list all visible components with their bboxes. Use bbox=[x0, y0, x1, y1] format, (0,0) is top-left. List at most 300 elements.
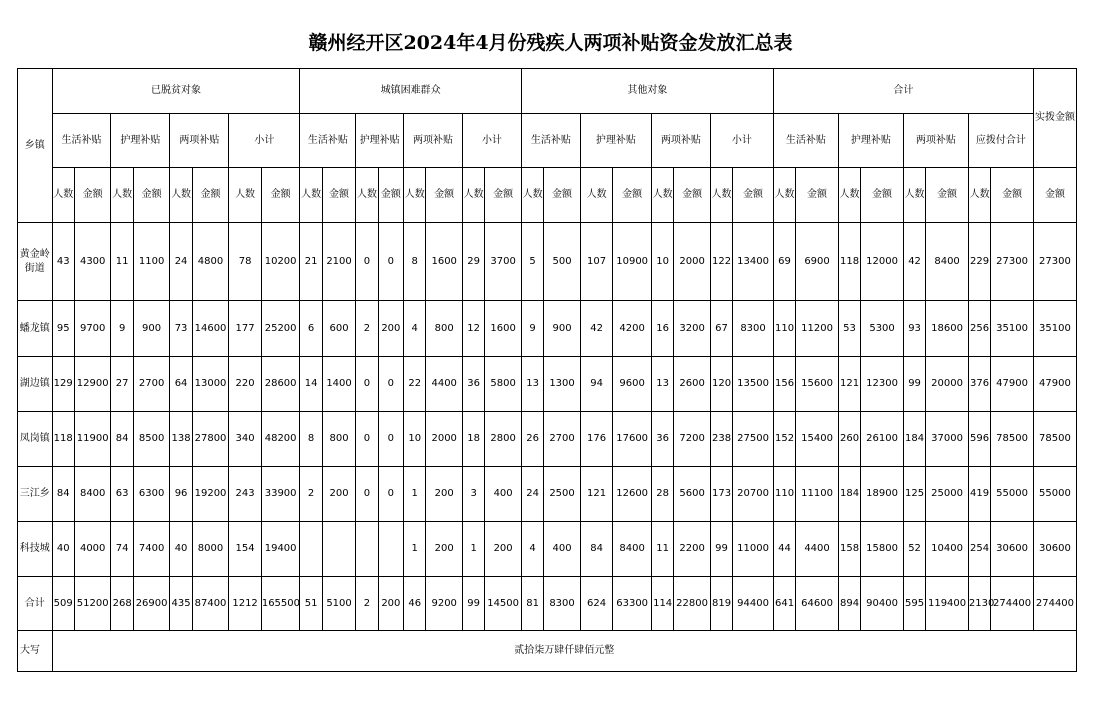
table-row bbox=[18, 223, 1077, 301]
total-cell: 46 bbox=[404, 577, 426, 631]
total-cell: 22800 bbox=[674, 577, 711, 631]
total-cell: 8300 bbox=[544, 577, 581, 631]
bigwrite-label: 大写 bbox=[18, 631, 53, 672]
table-cell: 30600 bbox=[1033, 522, 1076, 577]
table-cell: 3200 bbox=[674, 301, 711, 357]
table-cell: 256 bbox=[968, 301, 990, 357]
table-cell bbox=[356, 522, 378, 577]
table-cell: 5600 bbox=[674, 467, 711, 522]
header-amount: 金额 bbox=[861, 168, 904, 223]
table-cell: 0 bbox=[356, 412, 378, 467]
header-actual-amount: 实拨金额 bbox=[1033, 69, 1076, 168]
table-cell: 110 bbox=[773, 301, 795, 357]
table-cell: 14 bbox=[300, 357, 322, 412]
table-cell: 6 bbox=[300, 301, 322, 357]
table-cell: 200 bbox=[426, 467, 463, 522]
table-cell: 2000 bbox=[674, 223, 711, 301]
total-row bbox=[18, 577, 1077, 631]
total-cell: 2130 bbox=[968, 577, 990, 631]
total-cell: 200 bbox=[378, 577, 403, 631]
total-cell: 624 bbox=[580, 577, 613, 631]
header-people: 人数 bbox=[903, 168, 925, 223]
header-subtotal: 小计 bbox=[462, 114, 521, 168]
table-cell: 12300 bbox=[861, 357, 904, 412]
table-cell: 1400 bbox=[322, 357, 356, 412]
table-cell: 419 bbox=[968, 467, 990, 522]
table-cell: 0 bbox=[356, 467, 378, 522]
table-cell: 37000 bbox=[926, 412, 969, 467]
header-amount: 金额 bbox=[378, 168, 403, 223]
table-cell: 18600 bbox=[926, 301, 969, 357]
total-cell: 51 bbox=[300, 577, 322, 631]
table-cell: 10200 bbox=[261, 223, 300, 301]
table-cell: 3 bbox=[462, 467, 484, 522]
table-cell: 11 bbox=[111, 223, 133, 301]
table-cell: 8000 bbox=[192, 522, 229, 577]
table-cell: 4 bbox=[404, 301, 426, 357]
table-cell: 2000 bbox=[426, 412, 463, 467]
header-both: 两项补贴 bbox=[404, 114, 463, 168]
table-cell: 11100 bbox=[796, 467, 839, 522]
table-cell: 260 bbox=[838, 412, 860, 467]
table-cell: 28 bbox=[651, 467, 673, 522]
township-name: 科技城 bbox=[18, 522, 53, 577]
total-cell: 1212 bbox=[229, 577, 262, 631]
table-cell: 42 bbox=[580, 301, 613, 357]
header-people: 人数 bbox=[968, 168, 990, 223]
table-cell: 173 bbox=[710, 467, 732, 522]
table-cell: 11200 bbox=[796, 301, 839, 357]
table-cell: 596 bbox=[968, 412, 990, 467]
table-cell: 176 bbox=[580, 412, 613, 467]
table-cell: 6900 bbox=[796, 223, 839, 301]
header-care: 护理补贴 bbox=[838, 114, 903, 168]
header-people: 人数 bbox=[300, 168, 322, 223]
header-people: 人数 bbox=[838, 168, 860, 223]
header-amount: 金额 bbox=[926, 168, 969, 223]
table-cell: 2200 bbox=[674, 522, 711, 577]
table-cell: 1 bbox=[462, 522, 484, 577]
table-cell: 2700 bbox=[133, 357, 170, 412]
total-label: 合计 bbox=[18, 577, 53, 631]
header-care: 护理补贴 bbox=[111, 114, 170, 168]
table-cell: 1100 bbox=[133, 223, 170, 301]
table-cell: 8400 bbox=[926, 223, 969, 301]
table-cell: 9 bbox=[111, 301, 133, 357]
table-cell: 12900 bbox=[74, 357, 111, 412]
table-cell: 15600 bbox=[796, 357, 839, 412]
header-people: 人数 bbox=[580, 168, 613, 223]
table-cell: 200 bbox=[322, 467, 356, 522]
table-cell: 600 bbox=[322, 301, 356, 357]
table-cell: 121 bbox=[580, 467, 613, 522]
header-amount: 金额 bbox=[485, 168, 522, 223]
table-cell: 8 bbox=[404, 223, 426, 301]
table-cell: 4400 bbox=[426, 357, 463, 412]
header-amount: 金额 bbox=[1033, 168, 1076, 223]
total-cell: 63300 bbox=[613, 577, 652, 631]
table-cell: 24 bbox=[521, 467, 543, 522]
table-cell: 8400 bbox=[74, 467, 111, 522]
table-cell: 14600 bbox=[192, 301, 229, 357]
total-cell: 9200 bbox=[426, 577, 463, 631]
table-cell: 78 bbox=[229, 223, 262, 301]
table-cell: 27800 bbox=[192, 412, 229, 467]
table-cell: 110 bbox=[773, 467, 795, 522]
table-cell: 28600 bbox=[261, 357, 300, 412]
total-cell: 99 bbox=[462, 577, 484, 631]
table-cell: 400 bbox=[485, 467, 522, 522]
table-cell: 40 bbox=[170, 522, 192, 577]
table-cell: 1600 bbox=[485, 301, 522, 357]
total-cell: 435 bbox=[170, 577, 192, 631]
header-amount: 金额 bbox=[991, 168, 1034, 223]
table-cell: 12000 bbox=[861, 223, 904, 301]
table-cell: 200 bbox=[485, 522, 522, 577]
table-cell: 22 bbox=[404, 357, 426, 412]
table-row bbox=[18, 357, 1077, 412]
table-cell: 4000 bbox=[74, 522, 111, 577]
table-cell: 73 bbox=[170, 301, 192, 357]
header-people: 人数 bbox=[404, 168, 426, 223]
table-cell: 10900 bbox=[613, 223, 652, 301]
table-cell: 36 bbox=[651, 412, 673, 467]
header-people: 人数 bbox=[229, 168, 262, 223]
total-cell: 274400 bbox=[1033, 577, 1076, 631]
total-cell: 595 bbox=[903, 577, 925, 631]
table-cell: 20000 bbox=[926, 357, 969, 412]
table-cell: 44 bbox=[773, 522, 795, 577]
header-subtotal: 小计 bbox=[229, 114, 300, 168]
table-cell: 118 bbox=[838, 223, 860, 301]
table-cell: 184 bbox=[838, 467, 860, 522]
header-people: 人数 bbox=[651, 168, 673, 223]
header-people: 人数 bbox=[111, 168, 133, 223]
table-cell: 376 bbox=[968, 357, 990, 412]
table-cell: 0 bbox=[378, 223, 403, 301]
header-both: 两项补贴 bbox=[903, 114, 968, 168]
table-cell: 4200 bbox=[613, 301, 652, 357]
table-cell: 18 bbox=[462, 412, 484, 467]
table-cell: 35100 bbox=[991, 301, 1034, 357]
table-cell: 64 bbox=[170, 357, 192, 412]
table-cell: 5300 bbox=[861, 301, 904, 357]
table-cell: 25200 bbox=[261, 301, 300, 357]
table-cell: 84 bbox=[111, 412, 133, 467]
table-cell bbox=[378, 522, 403, 577]
table-cell: 19200 bbox=[192, 467, 229, 522]
table-cell: 2800 bbox=[485, 412, 522, 467]
table-cell: 129 bbox=[52, 357, 74, 412]
table-cell: 2 bbox=[300, 467, 322, 522]
table-cell: 16 bbox=[651, 301, 673, 357]
total-cell: 509 bbox=[52, 577, 74, 631]
table-cell: 900 bbox=[133, 301, 170, 357]
table-cell: 99 bbox=[903, 357, 925, 412]
table-cell: 48200 bbox=[261, 412, 300, 467]
total-cell: 81 bbox=[521, 577, 543, 631]
table-cell: 5 bbox=[521, 223, 543, 301]
header-living: 生活补贴 bbox=[773, 114, 838, 168]
table-row bbox=[18, 522, 1077, 577]
table-cell: 1 bbox=[404, 522, 426, 577]
table-cell: 0 bbox=[378, 467, 403, 522]
header-people: 人数 bbox=[170, 168, 192, 223]
table-cell: 11000 bbox=[733, 522, 774, 577]
header-amount: 金额 bbox=[796, 168, 839, 223]
table-cell: 12600 bbox=[613, 467, 652, 522]
header-amount: 金额 bbox=[74, 168, 111, 223]
table-cell: 156 bbox=[773, 357, 795, 412]
header-group-poverty: 已脱贫对象 bbox=[52, 69, 300, 114]
header-amount: 金额 bbox=[322, 168, 356, 223]
table-cell: 15800 bbox=[861, 522, 904, 577]
page-title: 赣州经开区2024年4月份残疾人两项补贴资金发放汇总表 bbox=[308, 32, 793, 54]
table-cell: 15400 bbox=[796, 412, 839, 467]
table-cell: 52 bbox=[903, 522, 925, 577]
header-people: 人数 bbox=[710, 168, 732, 223]
table-cell: 184 bbox=[903, 412, 925, 467]
header-people: 人数 bbox=[462, 168, 484, 223]
table-cell: 122 bbox=[710, 223, 732, 301]
total-cell: 641 bbox=[773, 577, 795, 631]
table-cell: 63 bbox=[111, 467, 133, 522]
township-name: 三江乡 bbox=[18, 467, 53, 522]
table-cell: 21 bbox=[300, 223, 322, 301]
table-cell: 10 bbox=[404, 412, 426, 467]
table-cell: 10 bbox=[651, 223, 673, 301]
table-cell: 400 bbox=[544, 522, 581, 577]
table-cell: 11 bbox=[651, 522, 673, 577]
table-cell: 125 bbox=[903, 467, 925, 522]
township-name: 黄金岭街道 bbox=[18, 223, 53, 301]
table-cell: 158 bbox=[838, 522, 860, 577]
header-care: 护理补贴 bbox=[356, 114, 404, 168]
total-cell: 64600 bbox=[796, 577, 839, 631]
table-cell: 800 bbox=[322, 412, 356, 467]
table-cell: 229 bbox=[968, 223, 990, 301]
table-cell: 27500 bbox=[733, 412, 774, 467]
header-people: 人数 bbox=[521, 168, 543, 223]
table-cell: 84 bbox=[52, 467, 74, 522]
table-cell: 19400 bbox=[261, 522, 300, 577]
total-cell: 51200 bbox=[74, 577, 111, 631]
table-cell: 200 bbox=[378, 301, 403, 357]
township-name: 凤岗镇 bbox=[18, 412, 53, 467]
table-cell: 17600 bbox=[613, 412, 652, 467]
header-amount: 金额 bbox=[613, 168, 652, 223]
total-cell: 14500 bbox=[485, 577, 522, 631]
header-group-total: 合计 bbox=[773, 69, 1033, 114]
table-cell: 84 bbox=[580, 522, 613, 577]
total-cell: 87400 bbox=[192, 577, 229, 631]
table-cell: 2700 bbox=[544, 412, 581, 467]
header-township: 乡镇 bbox=[18, 69, 53, 223]
table-cell: 40 bbox=[52, 522, 74, 577]
table-row bbox=[18, 412, 1077, 467]
table-cell: 55000 bbox=[1033, 467, 1076, 522]
total-cell: 268 bbox=[111, 577, 133, 631]
table-cell: 27300 bbox=[991, 223, 1034, 301]
township-name: 湖边镇 bbox=[18, 357, 53, 412]
header-amount: 金额 bbox=[733, 168, 774, 223]
table-cell: 4 bbox=[521, 522, 543, 577]
table-cell: 500 bbox=[544, 223, 581, 301]
table-cell: 30600 bbox=[991, 522, 1034, 577]
table-cell: 138 bbox=[170, 412, 192, 467]
table-cell: 36 bbox=[462, 357, 484, 412]
table-cell: 13 bbox=[521, 357, 543, 412]
table-cell: 13 bbox=[651, 357, 673, 412]
table-cell: 154 bbox=[229, 522, 262, 577]
header-subtotal: 小计 bbox=[710, 114, 773, 168]
header-amount: 金额 bbox=[192, 168, 229, 223]
table-cell: 78500 bbox=[1033, 412, 1076, 467]
header-people: 人数 bbox=[52, 168, 74, 223]
table-cell: 29 bbox=[462, 223, 484, 301]
table-cell: 1 bbox=[404, 467, 426, 522]
table-cell: 47900 bbox=[1033, 357, 1076, 412]
total-cell: 119400 bbox=[926, 577, 969, 631]
total-cell: 26900 bbox=[133, 577, 170, 631]
header-amount: 金额 bbox=[544, 168, 581, 223]
summary-table bbox=[17, 68, 1077, 672]
table-cell: 0 bbox=[378, 357, 403, 412]
table-cell: 27300 bbox=[1033, 223, 1076, 301]
table-cell: 243 bbox=[229, 467, 262, 522]
table-cell: 33900 bbox=[261, 467, 300, 522]
table-cell: 800 bbox=[426, 301, 463, 357]
table-cell: 900 bbox=[544, 301, 581, 357]
table-cell: 1300 bbox=[544, 357, 581, 412]
header-both: 两项补贴 bbox=[651, 114, 710, 168]
table-cell: 35100 bbox=[1033, 301, 1076, 357]
table-cell: 6300 bbox=[133, 467, 170, 522]
township-name: 蟠龙镇 bbox=[18, 301, 53, 357]
header-both: 两项补贴 bbox=[170, 114, 229, 168]
table-cell: 3700 bbox=[485, 223, 522, 301]
total-cell: 90400 bbox=[861, 577, 904, 631]
table-cell: 2 bbox=[356, 301, 378, 357]
table-cell: 340 bbox=[229, 412, 262, 467]
header-people: 人数 bbox=[773, 168, 795, 223]
header-living: 生活补贴 bbox=[300, 114, 356, 168]
table-cell: 118 bbox=[52, 412, 74, 467]
header-amount: 金额 bbox=[426, 168, 463, 223]
table-cell: 8 bbox=[300, 412, 322, 467]
table-cell: 93 bbox=[903, 301, 925, 357]
table-cell: 9 bbox=[521, 301, 543, 357]
table-cell: 0 bbox=[356, 357, 378, 412]
table-cell: 74 bbox=[111, 522, 133, 577]
table-cell bbox=[322, 522, 356, 577]
header-group-urban: 城镇困难群众 bbox=[300, 69, 521, 114]
total-cell: 165500 bbox=[261, 577, 300, 631]
table-cell: 200 bbox=[426, 522, 463, 577]
header-people: 人数 bbox=[356, 168, 378, 223]
table-cell: 96 bbox=[170, 467, 192, 522]
total-cell: 894 bbox=[838, 577, 860, 631]
table-cell: 121 bbox=[838, 357, 860, 412]
header-amount: 金额 bbox=[261, 168, 300, 223]
table-cell: 53 bbox=[838, 301, 860, 357]
table-cell: 43 bbox=[52, 223, 74, 301]
table-cell: 0 bbox=[378, 412, 403, 467]
total-cell: 94400 bbox=[733, 577, 774, 631]
table-cell: 152 bbox=[773, 412, 795, 467]
header-amount: 金额 bbox=[674, 168, 711, 223]
table-cell: 27 bbox=[111, 357, 133, 412]
header-living: 生活补贴 bbox=[521, 114, 580, 168]
total-cell: 819 bbox=[710, 577, 732, 631]
total-cell: 274400 bbox=[991, 577, 1034, 631]
table-cell: 8400 bbox=[613, 522, 652, 577]
header-living: 生活补贴 bbox=[52, 114, 111, 168]
table-cell: 69 bbox=[773, 223, 795, 301]
total-cell: 114 bbox=[651, 577, 673, 631]
table-cell: 94 bbox=[580, 357, 613, 412]
table-cell: 13000 bbox=[192, 357, 229, 412]
table-cell: 2500 bbox=[544, 467, 581, 522]
bigwrite-value: 贰拾柒万肆仟肆佰元整 bbox=[52, 631, 1076, 672]
table-cell: 13400 bbox=[733, 223, 774, 301]
table-cell bbox=[300, 522, 322, 577]
table-cell: 12 bbox=[462, 301, 484, 357]
table-cell: 120 bbox=[710, 357, 732, 412]
table-cell: 13500 bbox=[733, 357, 774, 412]
table-row bbox=[18, 467, 1077, 522]
table-cell: 177 bbox=[229, 301, 262, 357]
table-cell: 24 bbox=[170, 223, 192, 301]
table-cell: 254 bbox=[968, 522, 990, 577]
table-cell: 238 bbox=[710, 412, 732, 467]
table-cell: 4300 bbox=[74, 223, 111, 301]
table-cell: 8300 bbox=[733, 301, 774, 357]
table-row bbox=[18, 301, 1077, 357]
table-cell: 18900 bbox=[861, 467, 904, 522]
table-cell: 78500 bbox=[991, 412, 1034, 467]
table-cell: 7400 bbox=[133, 522, 170, 577]
table-cell: 2600 bbox=[674, 357, 711, 412]
table-cell: 95 bbox=[52, 301, 74, 357]
table-cell: 220 bbox=[229, 357, 262, 412]
table-cell: 55000 bbox=[991, 467, 1034, 522]
header-care: 护理补贴 bbox=[580, 114, 651, 168]
table-cell: 42 bbox=[903, 223, 925, 301]
table-cell: 47900 bbox=[991, 357, 1034, 412]
table-cell: 107 bbox=[580, 223, 613, 301]
table-cell: 9600 bbox=[613, 357, 652, 412]
table-cell: 20700 bbox=[733, 467, 774, 522]
header-amount: 金额 bbox=[133, 168, 170, 223]
total-cell: 2 bbox=[356, 577, 378, 631]
table-cell: 0 bbox=[356, 223, 378, 301]
table-cell: 1600 bbox=[426, 223, 463, 301]
table-cell: 8500 bbox=[133, 412, 170, 467]
table-cell: 5800 bbox=[485, 357, 522, 412]
table-cell: 26 bbox=[521, 412, 543, 467]
table-cell: 4400 bbox=[796, 522, 839, 577]
table-cell: 99 bbox=[710, 522, 732, 577]
table-cell: 26100 bbox=[861, 412, 904, 467]
table-cell: 67 bbox=[710, 301, 732, 357]
table-cell: 11900 bbox=[74, 412, 111, 467]
table-cell: 10400 bbox=[926, 522, 969, 577]
total-cell: 5100 bbox=[322, 577, 356, 631]
table-cell: 9700 bbox=[74, 301, 111, 357]
table-cell: 7200 bbox=[674, 412, 711, 467]
table-cell: 2100 bbox=[322, 223, 356, 301]
